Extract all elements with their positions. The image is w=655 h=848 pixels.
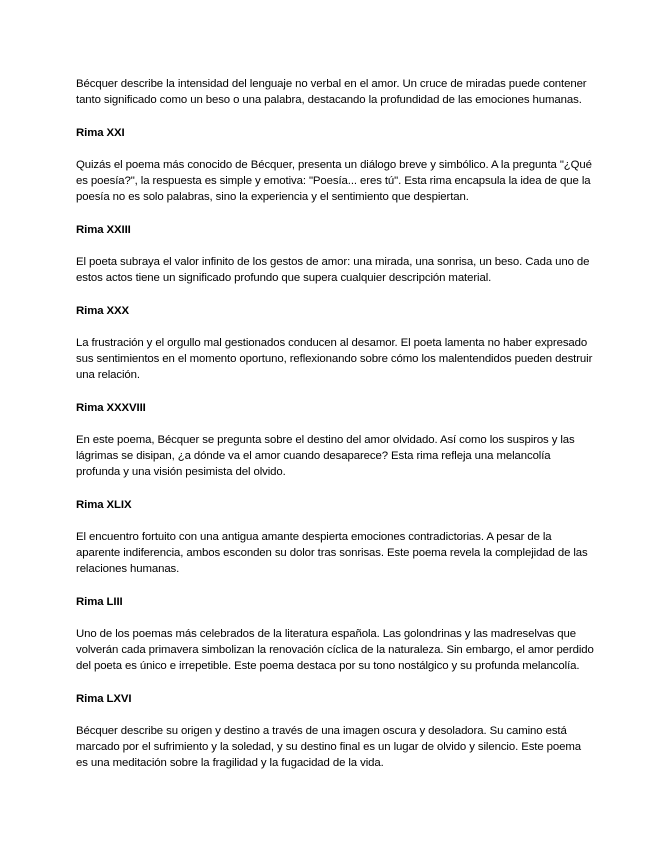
heading-rima-xlix: Rima XLIX xyxy=(76,499,132,511)
heading-rima-xxx: Rima XXX xyxy=(76,305,130,317)
heading-rima-xxxviii: Rima XXXVIII xyxy=(76,402,146,414)
paragraph-rima-xxiii: El poeta subraya el valor infinito de los gestos de amor: una mirada, una sonrisa, un beso. Cada uno de estos actos tiene un significado profundo que supera cualquier descripción material. xyxy=(76,256,590,284)
heading-rima-liii: Rima LIII xyxy=(76,596,123,608)
paragraph-rima-xlix: El encuentro fortuito con una antigua amante despierta emociones contradictorias. A pesar de la aparente indiferencia, ambos esconden su dolor tras sonrisas. Este poema revela la complejidad de las relaciones humanas. xyxy=(76,531,588,575)
paragraph-rima-lxvi: Bécquer describe su origen y destino a través de una imagen oscura y desoladora. Su camino está marcado por el sufrimiento y la soledad, y su destino final es un lugar de olvido y silencio. Este poema es una meditación sobre la fragilidad y la fugacidad de la vida. xyxy=(76,725,581,769)
paragraph-rima-xxx: La frustración y el orgullo mal gestionados conducen al desamor. El poeta lamenta no haber expresado sus sentimientos en el momento oportuno, reflexionando sobre cómo los malentendidos pueden destruir una relación. xyxy=(76,337,593,381)
heading-rima-lxvi: Rima LXVI xyxy=(76,693,132,705)
paragraph-rima-xxi: Quizás el poema más conocido de Bécquer, presenta un diálogo breve y simbólico. A la pregunta "¿Qué es poesía?", la respuesta es simple y emotiva: "Poesía... eres tú". Esta rima encapsula la idea de que la poesía no es solo palabras, sino la experiencia y el sentimiento que despiertan. xyxy=(76,159,592,203)
paragraph-rima-liii: Uno de los poemas más celebrados de la literatura española. Las golondrinas y las madreselvas que volverán cada primavera simbolizan la renovación cíclica de la naturaleza. Sin embargo, el amor perdido del poeta es único e irrepetible. Este poema destaca por su tono nostálgico y su profunda melancolía. xyxy=(76,628,594,672)
heading-rima-xxi: Rima XXI xyxy=(76,127,125,139)
heading-rima-xxiii: Rima XXIII xyxy=(76,224,131,236)
intro-paragraph: Bécquer describe la intensidad del lenguaje no verbal en el amor. Un cruce de miradas puede contener tanto significado como un beso o una palabra, destacando la profundidad de las emociones humanas. xyxy=(76,78,587,106)
paragraph-rima-xxxviii: En este poema, Bécquer se pregunta sobre el destino del amor olvidado. Así como los suspiros y las lágrimas se disipan, ¿a dónde va el amor cuando desaparece? Esta rima refleja una melancolía profunda y una visión pesimista del olvido. xyxy=(76,434,575,478)
